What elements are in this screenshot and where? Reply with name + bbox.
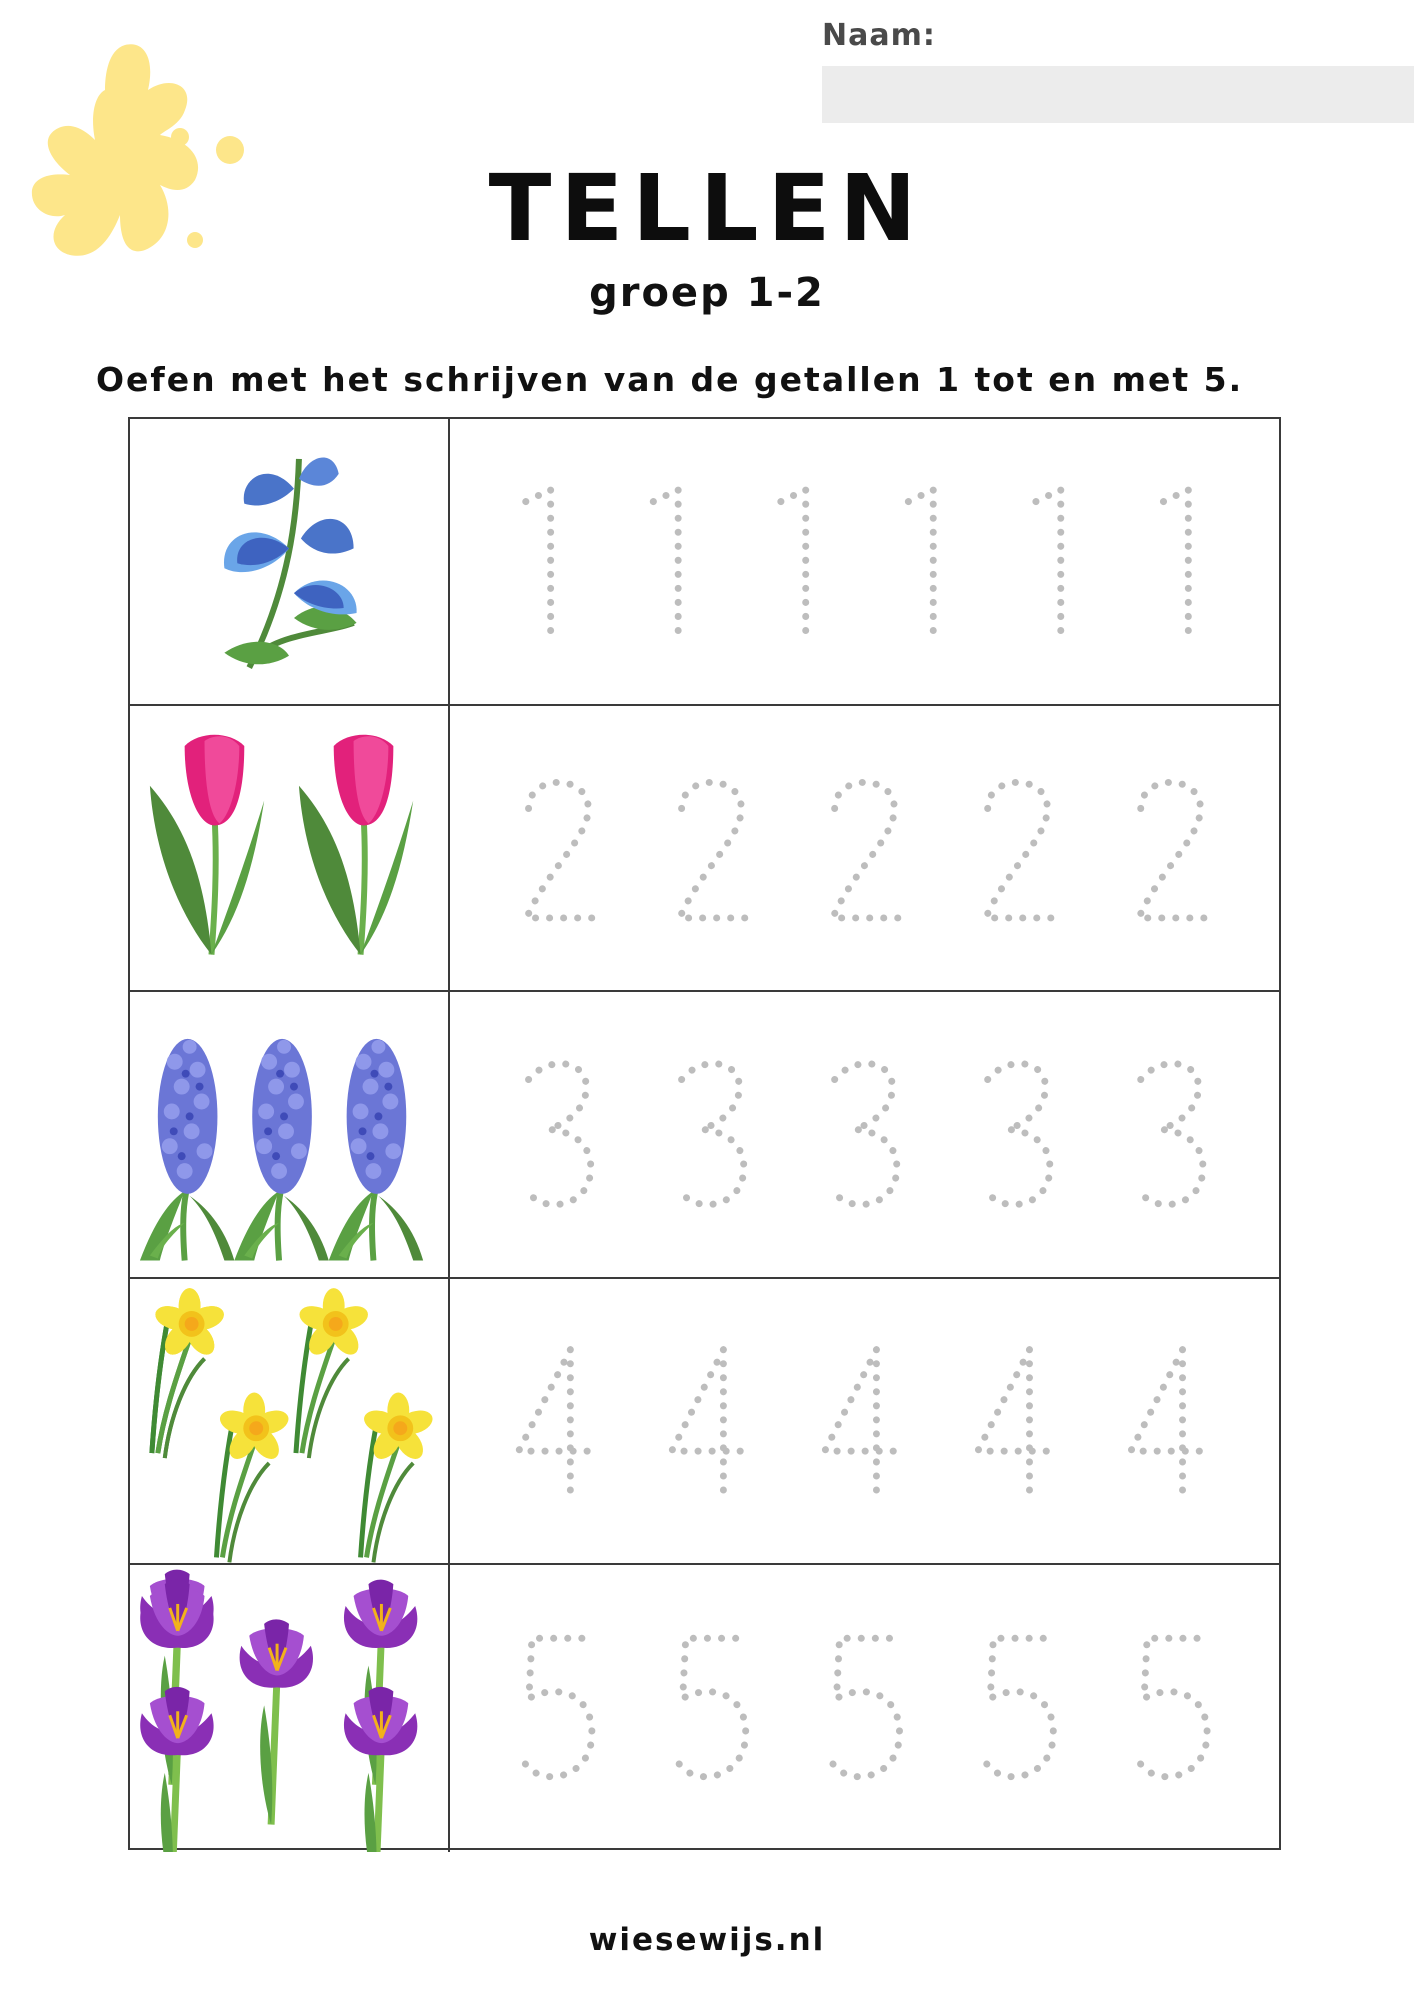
trace-digit[interactable] [1036, 490, 1061, 631]
trace-digits-3[interactable] [450, 992, 1279, 1277]
trace-cell [450, 419, 1279, 704]
trace-digit[interactable] [680, 782, 747, 918]
trace-digit[interactable] [1163, 490, 1188, 631]
trace-digit[interactable] [978, 1349, 1053, 1490]
worksheet-row-5 [130, 1565, 1279, 1852]
trace-digit[interactable] [833, 1064, 897, 1205]
trace-digits-2[interactable] [450, 706, 1279, 991]
trace-digit[interactable] [680, 1064, 744, 1205]
trace-digit[interactable] [1139, 782, 1206, 918]
page-title: TELLEN [488, 155, 926, 262]
daffodil-icon [130, 1279, 448, 1564]
trace-digit[interactable] [986, 1064, 1050, 1205]
trace-digit[interactable] [833, 1639, 900, 1777]
footer-site: wiesewijs.nl [588, 1922, 826, 1958]
trace-cell [450, 992, 1279, 1277]
picture-cell [130, 992, 450, 1277]
trace-digit[interactable] [1140, 1639, 1207, 1777]
worksheet-row-2 [130, 706, 1279, 993]
trace-digits-1[interactable] [450, 419, 1279, 704]
trace-digit[interactable] [833, 782, 900, 918]
hyacinth-icon [130, 992, 448, 1277]
trace-digit[interactable] [986, 1639, 1053, 1777]
trace-cell [450, 1565, 1279, 1852]
worksheet-grid [128, 417, 1281, 1850]
picture-cell [130, 419, 450, 704]
worksheet-row-1 [130, 419, 1279, 706]
trace-digit[interactable] [525, 1639, 592, 1777]
trace-digit[interactable] [672, 1349, 747, 1490]
trace-digit[interactable] [781, 490, 806, 631]
worksheet-row-3 [130, 992, 1279, 1279]
tulip-icon [130, 706, 448, 991]
trace-digit[interactable] [526, 490, 551, 631]
trace-digit[interactable] [908, 490, 933, 631]
picture-cell [130, 706, 450, 991]
trace-digit[interactable] [986, 782, 1053, 918]
page-subtitle: groep 1-2 [589, 270, 825, 316]
trace-digit[interactable] [1139, 1064, 1203, 1205]
trace-digit[interactable] [679, 1639, 746, 1777]
worksheet-row-4 [130, 1279, 1279, 1566]
trace-digit[interactable] [527, 1064, 591, 1205]
picture-cell [130, 1565, 450, 1852]
picture-cell [130, 1279, 450, 1564]
trace-cell [450, 1279, 1279, 1564]
name-field[interactable] [822, 66, 1414, 123]
trace-digit[interactable] [519, 1349, 594, 1490]
trace-digit[interactable] [1131, 1349, 1206, 1490]
instruction-text: Oefen met het schrijven van de getallen 1 tot en met 5. [96, 360, 1244, 399]
trace-digit[interactable] [653, 490, 678, 631]
crocus-icon [130, 1565, 448, 1852]
trace-cell [450, 706, 1279, 991]
bluebell-icon [130, 419, 448, 704]
trace-digit[interactable] [825, 1349, 900, 1490]
trace-digit[interactable] [527, 782, 594, 918]
trace-digits-5[interactable] [450, 1565, 1279, 1852]
name-label: Naam: [822, 18, 936, 53]
trace-digits-4[interactable] [450, 1279, 1279, 1564]
